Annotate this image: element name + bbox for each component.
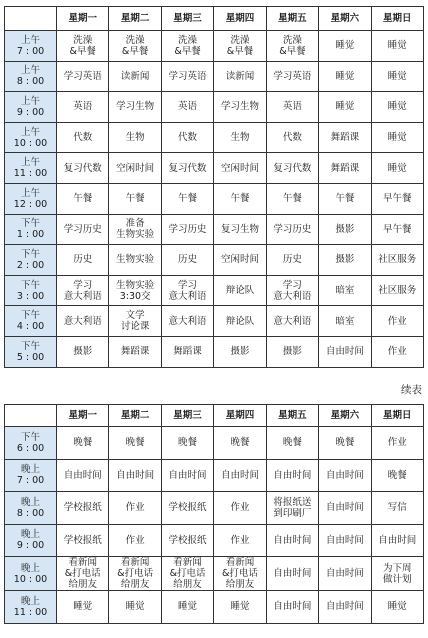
schedule-table [4, 6, 424, 368]
day-header: 星期三 [161, 405, 213, 427]
activity-cell: 写信 [371, 492, 423, 525]
activity-cell: 自由时间 [319, 524, 371, 557]
schedule-row [5, 183, 424, 214]
schedule-row [5, 122, 424, 153]
time-slot-cell: 上午 7 : 00 [5, 31, 57, 62]
header-row [5, 7, 424, 31]
schedule-row [5, 61, 424, 92]
activity-cell: 历史 [161, 245, 213, 276]
activity-cell: 洗澡 &早餐 [266, 31, 318, 62]
schedule-row [5, 245, 424, 276]
activity-cell: 洗澡 &早餐 [57, 31, 109, 62]
activity-cell: 作业 [214, 492, 266, 525]
activity-cell: 英语 [266, 92, 318, 123]
activity-cell: 睡觉 [214, 591, 266, 624]
activity-cell: 辩论队 [214, 306, 266, 337]
activity-cell: 自由时间 [266, 591, 318, 624]
activity-cell: 舞蹈课 [161, 336, 213, 367]
activity-cell: 生物 [109, 122, 161, 153]
activity-cell: 历史 [266, 245, 318, 276]
activity-cell: 午餐 [109, 183, 161, 214]
day-header: 星期二 [109, 405, 161, 427]
activity-cell: 午餐 [161, 183, 213, 214]
activity-cell: 暗室 [319, 306, 371, 337]
activity-cell: 生物实验 3:30交 [109, 275, 161, 306]
activity-cell: 作业 [371, 427, 423, 460]
activity-cell: 自由时间 [266, 524, 318, 557]
activity-cell: 睡觉 [371, 61, 423, 92]
activity-cell: 摄影 [319, 214, 371, 245]
activity-cell: 意大利语 [57, 306, 109, 337]
activity-cell: 学习历史 [266, 214, 318, 245]
activity-cell: 学习英语 [161, 61, 213, 92]
activity-cell: 意大利语 [266, 306, 318, 337]
activity-cell: 自由时间 [371, 524, 423, 557]
day-header: 星期一 [57, 405, 109, 427]
activity-cell: 看新闻 &打电话 给朋友 [214, 557, 266, 591]
activity-cell: 看新闻 &打电话 给朋友 [109, 557, 161, 591]
activity-cell: 自由时间 [57, 459, 109, 492]
time-slot-cell: 晚上 10 : 00 [5, 557, 57, 591]
schedule-row [5, 275, 424, 306]
activity-cell: 空闲时间 [214, 153, 266, 184]
activity-cell: 学校报纸 [57, 492, 109, 525]
schedule-row [5, 524, 424, 557]
activity-cell: 空闲时间 [214, 245, 266, 276]
activity-cell: 睡觉 [109, 591, 161, 624]
activity-cell: 晚餐 [319, 427, 371, 460]
activity-cell: 学习英语 [57, 61, 109, 92]
activity-cell: 午餐 [266, 183, 318, 214]
activity-cell: 自由时间 [214, 459, 266, 492]
activity-cell: 社区服务 [371, 245, 423, 276]
activity-cell: 文学 讨论课 [109, 306, 161, 337]
schedule-row [5, 214, 424, 245]
activity-cell: 晚餐 [266, 427, 318, 460]
time-slot-cell: 下午 1 : 00 [5, 214, 57, 245]
activity-cell: 读新闻 [214, 61, 266, 92]
day-header: 星期六 [319, 7, 371, 31]
activity-cell: 自由时间 [319, 557, 371, 591]
activity-cell: 学习 意大利语 [57, 275, 109, 306]
activity-cell: 社区服务 [371, 275, 423, 306]
day-header: 星期日 [371, 405, 423, 427]
schedule-row [5, 427, 424, 460]
schedule-row [5, 591, 424, 624]
schedule-row [5, 153, 424, 184]
activity-cell: 看新闻 &打电话 给朋友 [57, 557, 109, 591]
activity-cell: 摄影 [57, 336, 109, 367]
corner-cell [5, 7, 57, 31]
schedule-row [5, 492, 424, 525]
schedule-row [5, 31, 424, 62]
day-header: 星期二 [109, 7, 161, 31]
activity-cell: 将报纸送 到印刷厂 [266, 492, 318, 525]
activity-cell: 生物 [214, 122, 266, 153]
schedule-row [5, 92, 424, 123]
activity-cell: 睡觉 [161, 591, 213, 624]
activity-cell: 复习代数 [161, 153, 213, 184]
activity-cell: 学习历史 [57, 214, 109, 245]
activity-cell: 睡觉 [371, 92, 423, 123]
header-row [5, 405, 424, 427]
day-header: 星期一 [57, 7, 109, 31]
activity-cell: 晚餐 [109, 427, 161, 460]
activity-cell: 早午餐 [371, 214, 423, 245]
activity-cell: 英语 [161, 92, 213, 123]
activity-cell: 暗室 [319, 275, 371, 306]
activity-cell: 睡觉 [319, 31, 371, 62]
time-slot-cell: 上午 8 : 00 [5, 61, 57, 92]
schedule-row [5, 459, 424, 492]
activity-cell: 学习生物 [109, 92, 161, 123]
schedule-row [5, 557, 424, 591]
activity-cell: 作业 [109, 492, 161, 525]
activity-cell: 洗澡 &早餐 [214, 31, 266, 62]
time-slot-cell: 晚上 11 : 00 [5, 591, 57, 624]
activity-cell: 学习生物 [214, 92, 266, 123]
activity-cell: 自由时间 [109, 459, 161, 492]
activity-cell: 自由时间 [266, 557, 318, 591]
continued-label: 续表 [401, 384, 422, 396]
time-slot-cell: 下午 2 : 00 [5, 245, 57, 276]
schedule-row [5, 336, 424, 367]
activity-cell: 生物实验 [109, 245, 161, 276]
activity-cell: 摄影 [319, 245, 371, 276]
activity-cell: 学习 意大利语 [161, 275, 213, 306]
day-header: 星期六 [319, 405, 371, 427]
activity-cell: 晚餐 [57, 427, 109, 460]
activity-cell: 晚餐 [161, 427, 213, 460]
activity-cell: 洗澡 &早餐 [161, 31, 213, 62]
activity-cell: 睡觉 [319, 61, 371, 92]
activity-cell: 作业 [214, 524, 266, 557]
time-slot-cell: 上午 9 : 00 [5, 92, 57, 123]
time-slot-cell: 上午 12 : 00 [5, 183, 57, 214]
activity-cell: 准备 生物实验 [109, 214, 161, 245]
activity-cell: 睡觉 [371, 591, 423, 624]
day-header: 星期日 [371, 7, 423, 31]
time-slot-cell: 晚上 8 : 00 [5, 492, 57, 525]
activity-cell: 自由时间 [319, 492, 371, 525]
activity-cell: 复习代数 [57, 153, 109, 184]
activity-cell: 睡觉 [371, 153, 423, 184]
activity-cell: 午餐 [57, 183, 109, 214]
schedule-table-continued [4, 404, 424, 624]
activity-cell: 自由时间 [319, 459, 371, 492]
activity-cell: 自由时间 [161, 459, 213, 492]
activity-cell: 午餐 [214, 183, 266, 214]
activity-cell: 学习 意大利语 [266, 275, 318, 306]
schedule-row [5, 306, 424, 337]
time-slot-cell: 上午 10 : 00 [5, 122, 57, 153]
activity-cell: 自由时间 [319, 336, 371, 367]
activity-cell: 英语 [57, 92, 109, 123]
activity-cell: 早午餐 [371, 183, 423, 214]
activity-cell: 看新闻 &打电话 给朋友 [161, 557, 213, 591]
activity-cell: 摄影 [266, 336, 318, 367]
activity-cell: 午餐 [319, 183, 371, 214]
day-header: 星期五 [266, 405, 318, 427]
day-header: 星期四 [214, 7, 266, 31]
activity-cell: 复习代数 [266, 153, 318, 184]
activity-cell: 学习英语 [266, 61, 318, 92]
activity-cell: 学校报纸 [161, 524, 213, 557]
activity-cell: 舞蹈课 [109, 336, 161, 367]
activity-cell: 空闲时间 [109, 153, 161, 184]
activity-cell: 睡觉 [57, 591, 109, 624]
time-slot-cell: 晚上 9 : 00 [5, 524, 57, 557]
activity-cell: 自由时间 [266, 459, 318, 492]
activity-cell: 代数 [161, 122, 213, 153]
activity-cell: 睡觉 [371, 31, 423, 62]
activity-cell: 晚餐 [214, 427, 266, 460]
activity-cell: 代数 [57, 122, 109, 153]
activity-cell: 学校报纸 [161, 492, 213, 525]
activity-cell: 为下周 做计划 [371, 557, 423, 591]
activity-cell: 作业 [371, 336, 423, 367]
time-slot-cell: 下午 6 : 00 [5, 427, 57, 460]
activity-cell: 辩论队 [214, 275, 266, 306]
day-header: 星期四 [214, 405, 266, 427]
activity-cell: 晚餐 [371, 459, 423, 492]
day-header: 星期三 [161, 7, 213, 31]
activity-cell: 代数 [266, 122, 318, 153]
activity-cell: 作业 [109, 524, 161, 557]
activity-cell: 摄影 [214, 336, 266, 367]
day-header: 星期五 [266, 7, 318, 31]
activity-cell: 洗澡 &早餐 [109, 31, 161, 62]
activity-cell: 舞蹈课 [319, 153, 371, 184]
schedule-body-continued [5, 427, 424, 624]
activity-cell: 读新闻 [109, 61, 161, 92]
time-slot-cell: 下午 4 : 00 [5, 306, 57, 337]
time-slot-cell: 下午 5 : 00 [5, 336, 57, 367]
activity-cell: 复习生物 [214, 214, 266, 245]
activity-cell: 意大利语 [161, 306, 213, 337]
activity-cell: 舞蹈课 [319, 122, 371, 153]
schedule-body [5, 31, 424, 368]
time-slot-cell: 晚上 7 : 00 [5, 459, 57, 492]
activity-cell: 历史 [57, 245, 109, 276]
activity-cell: 作业 [371, 306, 423, 337]
time-slot-cell: 下午 3 : 00 [5, 275, 57, 306]
time-slot-cell: 上午 11 : 00 [5, 153, 57, 184]
activity-cell: 睡觉 [319, 92, 371, 123]
activity-cell: 自由时间 [319, 591, 371, 624]
activity-cell: 学校报纸 [57, 524, 109, 557]
corner-cell [5, 405, 57, 427]
activity-cell: 睡觉 [371, 122, 423, 153]
activity-cell: 学习历史 [161, 214, 213, 245]
